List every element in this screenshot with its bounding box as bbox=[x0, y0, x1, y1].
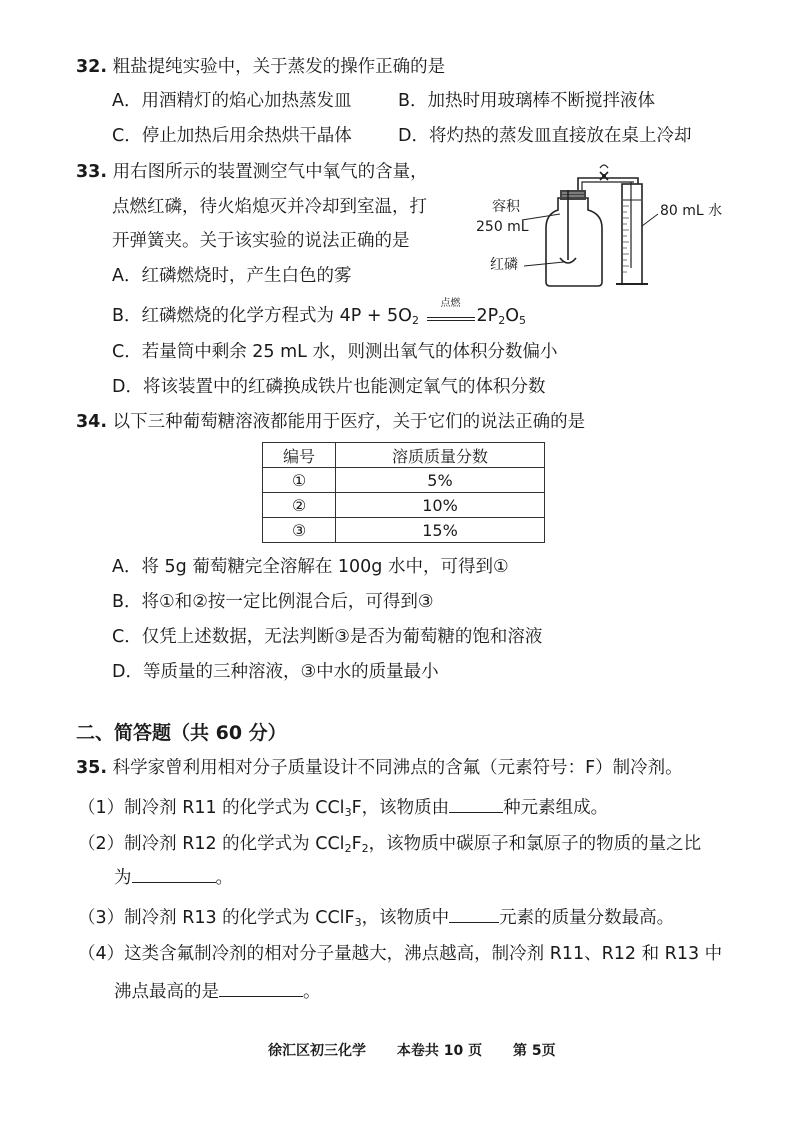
q35-part-1-sub: 3 bbox=[344, 806, 352, 819]
q35-part-2-text-c: ，该物质中碳原子和氯原子的物质的量之比 bbox=[368, 834, 702, 854]
q32-option-d: D．将灼热的蒸发皿直接放在桌上冷却 bbox=[398, 126, 692, 146]
q35-part-2 bbox=[78, 832, 701, 861]
q34-option-a: A．将 5g 葡萄糖完全溶解在 100g 水中，可得到① bbox=[112, 557, 509, 577]
q33-option-b-sub3: 5 bbox=[519, 314, 526, 327]
footer-page-number: 第 5页 bbox=[512, 1043, 556, 1059]
q35-stem: 科学家曾利用相对分子质量设计不同沸点的含氟（元素符号：F）制冷剂。 bbox=[112, 758, 683, 778]
phosphorus-pointer bbox=[524, 262, 564, 266]
q35-number: 35. bbox=[76, 758, 108, 778]
q32-option-a: A．用酒精灯的焰心加热蒸发皿 bbox=[112, 91, 352, 111]
q33-option-d: D．将该装置中的红磷换成铁片也能测定氧气的体积分数 bbox=[112, 377, 546, 397]
q32-number: 32. bbox=[76, 57, 108, 77]
reaction-condition: 点燃 bbox=[440, 298, 461, 309]
q34-number: 34. bbox=[76, 412, 108, 432]
answer-blank-4[interactable] bbox=[219, 978, 303, 997]
q35-part-2-text: （2）制冷剂 R12 的化学式为 CCl bbox=[78, 834, 345, 854]
q35-stem-line bbox=[76, 756, 683, 780]
q33-option-b-sub2: 2 bbox=[498, 314, 506, 327]
table-cell-id: ③ bbox=[263, 518, 336, 543]
figure-water-label: 80 mL 水 bbox=[660, 203, 723, 219]
q34-stem-line bbox=[76, 410, 585, 434]
table-row bbox=[263, 518, 545, 543]
table-cell-fraction: 10% bbox=[336, 493, 545, 518]
q33-stem-line-3: 开弹簧夹。关于该实验的说法正确的是 bbox=[112, 231, 410, 251]
q35-part-2-sub2: 2 bbox=[361, 842, 369, 855]
q33-option-b-sub1: 2 bbox=[411, 314, 419, 327]
q34-option-b: B．将①和②按一定比例混合后，可得到③ bbox=[112, 592, 434, 612]
q35-part-1-text: （1）制冷剂 R11 的化学式为 CCl bbox=[78, 798, 345, 818]
q33-option-b-oxygen: O bbox=[505, 306, 519, 326]
q32-option-c: C．停止加热后用余热烘干晶体 bbox=[112, 126, 352, 146]
q35-part-1-text-b: F，该物质由 bbox=[351, 798, 450, 818]
q33-number: 33. bbox=[76, 162, 108, 182]
q33-option-a: A．红磷燃烧时，产生白色的雾 bbox=[112, 266, 352, 286]
figure-phosphorus-label: 红磷 bbox=[490, 257, 518, 273]
stopper bbox=[560, 190, 586, 200]
table-header-row bbox=[263, 443, 545, 468]
table-cell-id: ① bbox=[263, 468, 336, 493]
q33-option-b-prefix: B．红磷燃烧的化学方程式为 4P + 5O bbox=[112, 306, 412, 326]
q35-part-3-text-c: 元素的质量分数最高。 bbox=[499, 908, 675, 928]
q33-option-b bbox=[112, 298, 526, 333]
q35-part-4: （4）这类含氟制冷剂的相对分子量越大，沸点越高，制冷剂 R11、R12 和 R13 中 bbox=[78, 944, 723, 964]
spring-clip bbox=[600, 165, 608, 180]
q35-part-1-text-c: 种元素组成。 bbox=[503, 798, 609, 818]
q33-option-c: C．若量筒中剩余 25 mL 水，则测出氧气的体积分数偏小 bbox=[112, 342, 558, 362]
reaction-arrow bbox=[427, 298, 475, 321]
q35-part-2-line-2 bbox=[114, 864, 233, 890]
table-row bbox=[263, 468, 545, 493]
graduated-cylinder bbox=[622, 184, 642, 284]
q32-stem: 粗盐提纯实验中，关于蒸发的操作正确的是 bbox=[112, 57, 446, 77]
footer-total-pages: 本卷共 10 页 bbox=[396, 1043, 483, 1059]
q34-option-d: D．等质量的三种溶液，③中水的质量最小 bbox=[112, 662, 439, 682]
water-pointer bbox=[642, 214, 658, 226]
q35-part-3-sub: 3 bbox=[354, 916, 362, 929]
figure-volume-label-1: 容积 bbox=[492, 199, 520, 215]
q35-part-2-text-d: 为 bbox=[114, 868, 132, 888]
q35-part-3 bbox=[78, 904, 674, 935]
q35-part-1 bbox=[78, 794, 608, 825]
q33-option-b-product: 2P bbox=[476, 306, 499, 326]
q32-stem-line bbox=[76, 55, 445, 79]
flask bbox=[546, 198, 602, 286]
page-footer bbox=[268, 1040, 582, 1060]
table-header-fraction: 溶质质量分数 bbox=[336, 443, 545, 468]
table-cell-id: ② bbox=[263, 493, 336, 518]
answer-blank-2[interactable] bbox=[132, 864, 216, 883]
concentration-table bbox=[262, 442, 545, 543]
answer-blank-1[interactable] bbox=[449, 794, 503, 813]
table-cell-fraction: 5% bbox=[336, 468, 545, 493]
q33-stem-1: 用右图所示的装置测空气中氧气的含量， bbox=[112, 162, 428, 182]
q33-stem-line-2: 点燃红磷，待火焰熄灭并冷却到室温，打 bbox=[112, 197, 427, 217]
q35-part-2-text-e: 。 bbox=[215, 868, 233, 888]
footer-school: 徐汇区初三化学 bbox=[268, 1043, 366, 1059]
section-title: 二、简答题（共 60 分） bbox=[76, 722, 287, 744]
figure-volume-label-2: 250 mL bbox=[476, 219, 529, 235]
q35-part-2-sub1: 2 bbox=[344, 842, 352, 855]
q33-stem-line-1 bbox=[76, 160, 428, 184]
q32-option-b: B．加热时用玻璃棒不断搅拌液体 bbox=[398, 91, 656, 111]
q35-part-4-text-c: 。 bbox=[303, 982, 321, 1002]
q35-part-3-text: （3）制冷剂 R13 的化学式为 CClF bbox=[78, 908, 355, 928]
table-row bbox=[263, 493, 545, 518]
q34-stem: 以下三种葡萄糖溶液都能用于医疗，关于它们的说法正确的是 bbox=[112, 412, 586, 432]
table-cell-fraction: 15% bbox=[336, 518, 545, 543]
q35-part-4-line-2 bbox=[114, 978, 321, 1004]
q34-option-c: C．仅凭上述数据，无法判断③是否为葡萄糖的饱和溶液 bbox=[112, 627, 543, 647]
q35-part-2-text-b: F bbox=[351, 834, 362, 854]
q35-part-4-text-b: 沸点最高的是 bbox=[114, 982, 219, 1002]
q35-part-3-text-b: ，该物质中 bbox=[361, 908, 450, 928]
table-header-id: 编号 bbox=[263, 443, 336, 468]
answer-blank-3[interactable] bbox=[449, 904, 499, 923]
